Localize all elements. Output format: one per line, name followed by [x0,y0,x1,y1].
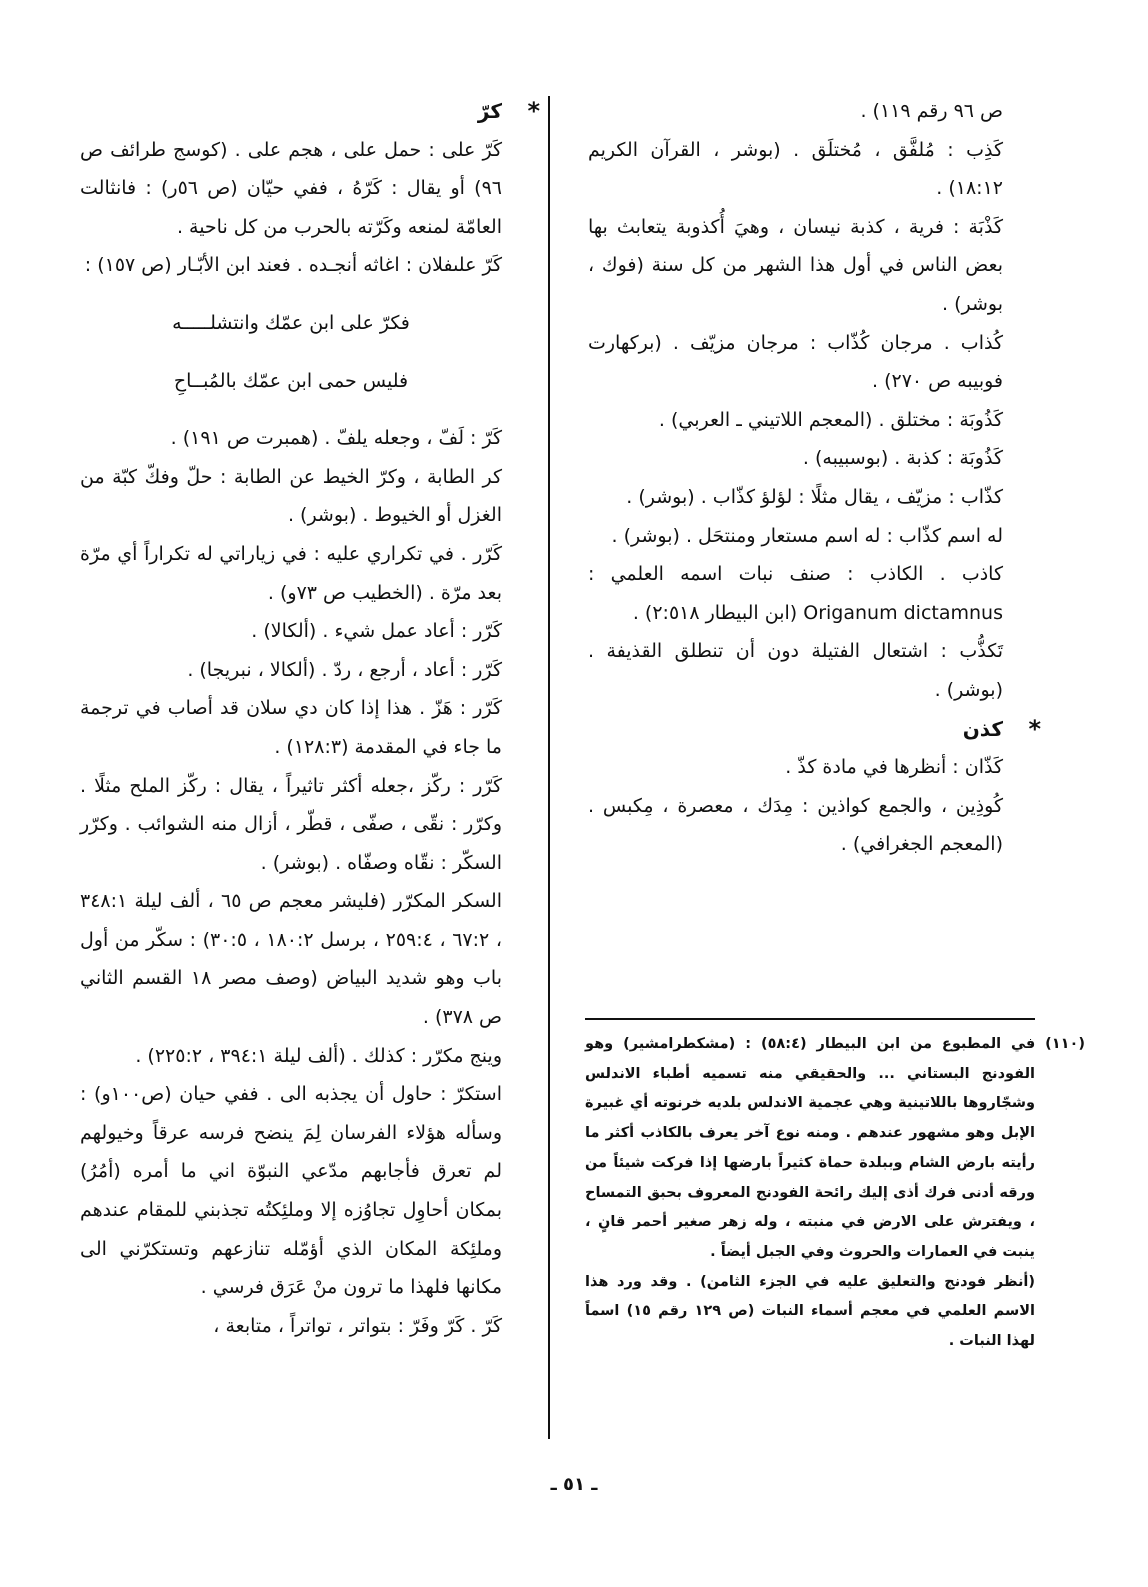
entry: كر الطابة ، وكرّ الخيط عن الطابة : حلّ وفكّ كبّة من الغزل أو الخيوط . (بوشر) . [80,465,502,527]
root-title: كرّ [477,99,502,123]
footnote [585,1030,1085,1357]
entry: السكر المكرّر (فليشر معجم ص ٦٥ ، ألف ليلة ٣٤٨:١ ، ٦٧:٢ ، ٢٥٩:٤ ، برسل ١٨٠:٢ ، ٣٠:٥) : سكّر من أول باب وهو شديد البياض (وصف مصر ١٨ القسم الثاني ص ٣٧٨) . [80,890,502,1029]
entry: كَرّ : لَفّ ، وجعله يلفّ . (همبرت ص ١٩١) . [170,427,502,450]
entry: له اسم كذّاب : له اسم مستعار ومنتحَل . (بوشر) . [611,524,1003,547]
entry: كَرّر : أعاد عمل شيء . (ألكالا) . [251,620,502,643]
entry: كذّاب : مزيّف ، يقال مثلًا : لؤلؤ كذّاب . (بوشر) . [626,485,1003,508]
entry: تَكذُّب : اشتعال الفتيلة دون أن تنطلق القذيفة . (بوشر) . [588,640,1003,701]
entry: كَرّ . كَرّ وفَرّ : بتواتر ، تواتراً ، متابعة ، [213,1314,502,1337]
footnote-number: (١١٠) [1045,1036,1085,1052]
entry: كَرّر : ركّز ،جعله أكثر تاثيراً ، يقال : ركّز الملح مثلًا . وكرّر : نقّى ، صفّى ، قطّر ، أزال منه الشوائب . وكرّر السكّر : نقّاه وصفّاه . (بوشر) . [80,774,502,874]
root-title: كذن [962,716,1003,741]
entry: ص ٩٦ رقم ١١٩) . [860,100,1003,122]
poem-line: فكرّ على ابن عمّك وانتشلـــــه [172,311,410,334]
page-number: ـ ٥١ ـ [550,1474,598,1495]
entry: كَرّ علىفلان : اغاثه أنجـده . فعند ابن الأبّـار (ص ١٥٧) : [84,254,502,277]
entry: وينج مكرّر : كذلك . (ألف ليلة ٣٩٤:١ ، ٢٢٥:٢) . [135,1044,502,1067]
entry: كَذِب : مُلفَّق ، مُختلَق . (بوشر ، القرآن الكريم ١٨:١٢) . [588,138,1003,200]
entry: كَرّ على : حمل على ، هجم على . (كوسج طرائف ص ٩٦) أو يقال : كَرّهُ ، ففي حيّان (ص ٥٦ر) : فانثالت العامّة لمنعه وكَرّته بالحرب من كل ناحية . [80,138,502,238]
column-divider [548,96,550,1439]
entry: كُذاب . مرجان كُذّاب : مرجان مزيّف . (بركهارت فوبيبه ص ٢٧٠) . [588,331,1003,393]
entry: كَذّان : أنظرها في مادة كذّ . [785,756,1003,779]
entry: كُوذِين ، والجمع كواذين : مِدَك ، معصرة ، مِكبس . (المعجم الجغرافي) . [588,794,1003,856]
entry: استكرّ : حاول أن يجذبه الى . ففي حيان (ص١٠٠و) : وسأله هؤلاء الفرسان لِمَ ينضح فرسه عرقاً وخيولهم لم تعرق فأجابهم مدّعي النبوّة اني ما أمره (أمُرُ) بمكان أحاوِل تجاوُزه إلا وملئِكتُه تجذبني للمقام عندهم وملئِكة المكان الذي أؤمّله تنازعهم وتستكرّني الى مكانها فلهذا ما ترون منْ عَرَق فرسي . [80,1083,502,1299]
entry: كَذْبَة : فرية ، كذبة نيسان ، وهيَ أُكذوبة يتعابث بها بعض الناس في أول هذا الشهر من كل سنة (فوك ، بوشر) . [588,215,1003,315]
footnote-rule [585,1018,1035,1020]
entry: كَرّر : هَزّ . هذا إذا كان دي سلان قد أصاب في ترجمة ما جاء في المقدمة (١٢٨:٣) . [80,697,502,758]
entry: كَذُوبَة : كذبة . (بوسبيبه) . [802,447,1003,470]
entry: كاذب . الكاذب : صنف نبات اسمه العلمي : Origanum dictamnus (ابن البيطار ٢:٥١٨) . [588,563,1003,624]
footnote-text: في المطبوع من ابن البيطار (٥٨:٤) : (مشكطرامشير) وهو الفودنج البستاني ... والحقيقي منه تسميه أطباء الاندلس وشجّاروها باللاتينية وهي عجمية الاندلس بلديه خرنوته أي غبيرة الإبل وهو مشهور عندهم . ومنه نوع آخر يعرف بالكاذب أكثر ما رأيته بارض الشام وببلدة حماة كثيراً بارضها إذا فركت شيئاً من ورقه أدنى فرك أذى إليك رائحة الفودنج المعروف بحبق التمساح ، ويفترش على الارض في منبته ، وله زهر صغير أحمر قانٍ ، ينبت في العمارات والحروث وفي الجبل أيضاً . [585,1036,1036,1260]
entry: كَذُوبَة : مختلق . (المعجم اللاتيني ـ العربي) . [658,408,1003,431]
entry: كَرّر . في تكراري عليه : في زياراتي له تكراراً أي مرّة بعد مرّة . (الخطيب ص ٧٣و) . [80,542,502,604]
footnote-text-2: (أنظر فودنج والتعليق عليه في الجزء الثامن) . وقد ورد هذا الاسم العلمي في معجم أسماء النبات (ص ١٢٩ رقم ١٥) اسماً لهذا النبات . [585,1273,1036,1350]
root-heading [80,92,540,131]
left-column [80,92,540,1345]
entry: كَرّر : أعاد ، أرجع ، ردّ . (ألكالا ، نبريجا) . [187,658,502,681]
footnote-body [585,1030,1085,1268]
poem-line: فليس حمى ابن عمّك بالمُبــاحِ [173,369,409,392]
right-column [588,92,1041,864]
root-heading [588,710,1041,749]
asterisk-icon: * [527,97,540,125]
asterisk-icon: * [1028,714,1041,743]
